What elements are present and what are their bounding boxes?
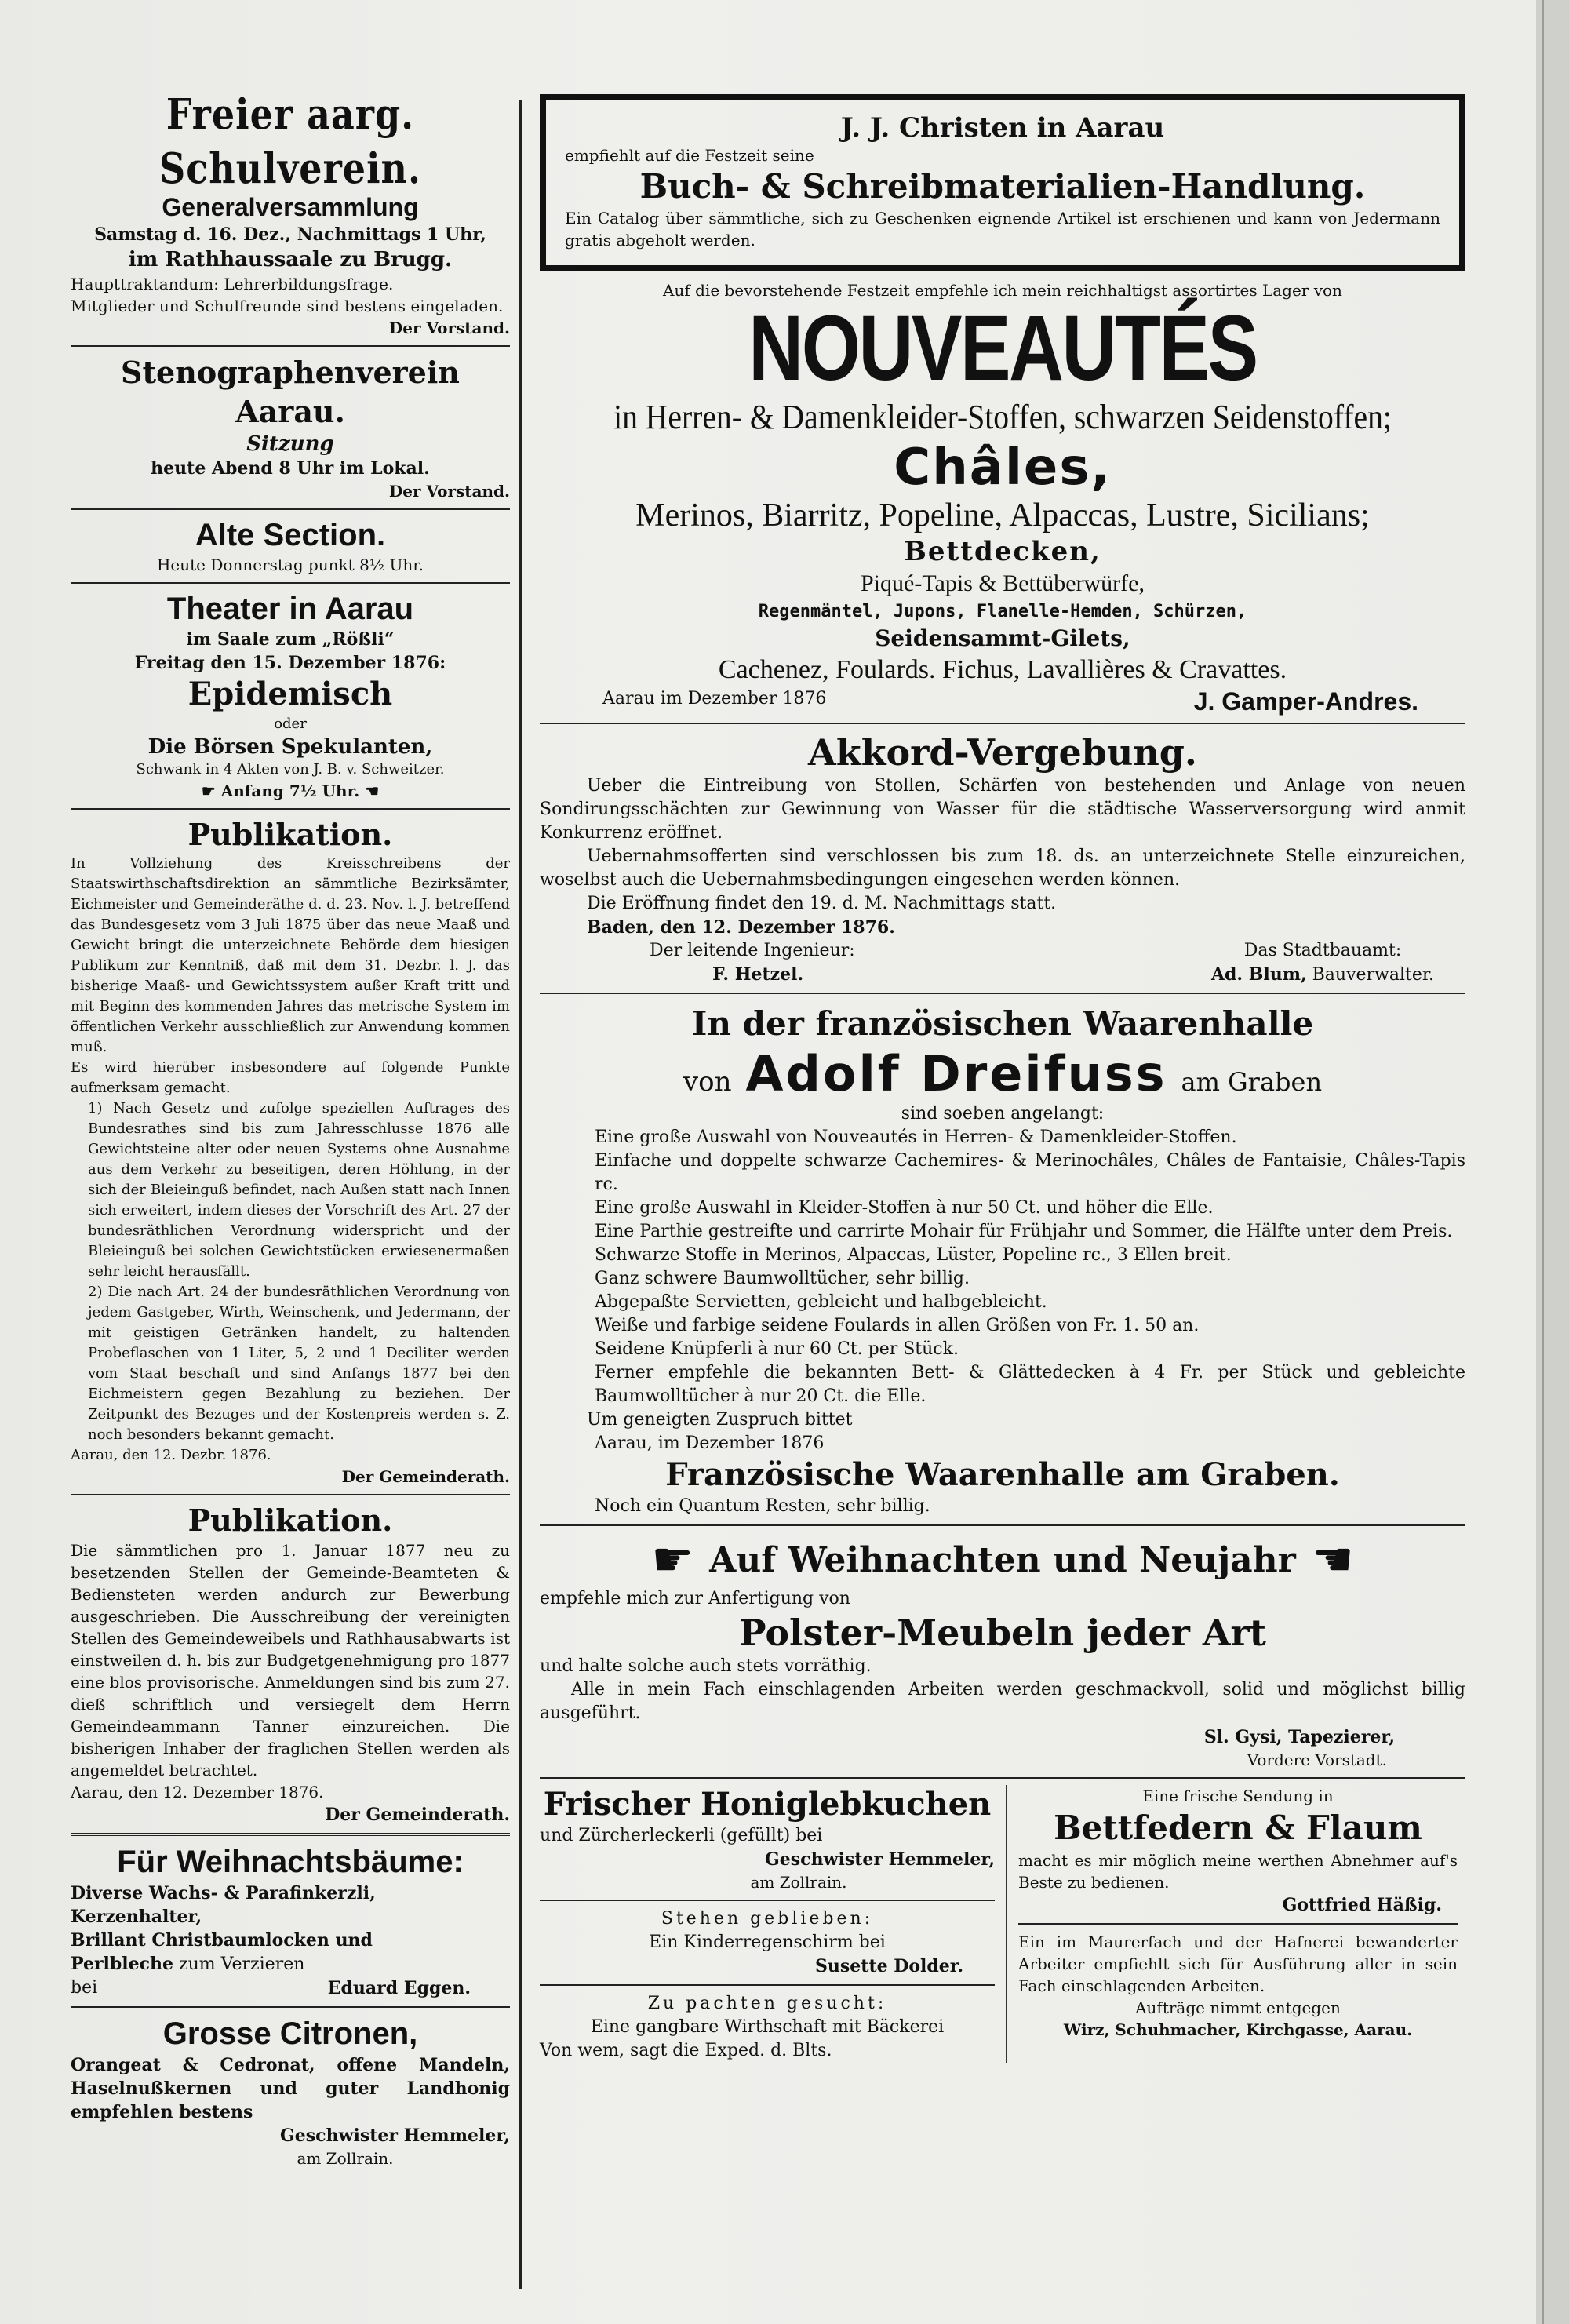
ad-list-item: 1) Nach Gesetz und zufolge speziellen Auftrages des Bundesrathes sind bis zum Jahresschlusse 1876 alle Gewichtsteine alter oder neuen Systems ohne Ausnahme aus dem Verkehr zu beseitigen, deren Höhlung, in der sich der Bleieinguß befindet, nach Außen statt nach Innen sich erweitert, indem dieses der Vorschrift des Art. 27 der bundesräthlichen Verordnung widerspricht und der Bleieinguß bei solchen Gewichtstücken erwiesenermaßen sehr leicht herausfällt. bbox=[88, 1100, 510, 1280]
ad-headline bbox=[540, 1045, 1465, 1102]
ad-maurer bbox=[1018, 1931, 1458, 2041]
ad-title: Freier aarg. Schulverein. bbox=[158, 89, 422, 193]
list-item: Seidene Knüpferli à nur 60 Ct. per Stück. bbox=[595, 1339, 959, 1359]
start-time: Anfang 7½ Uhr. bbox=[220, 781, 360, 800]
ad-item: Perlbleche bbox=[71, 1954, 174, 1974]
divider bbox=[540, 993, 1465, 996]
list-item: Eine große Auswahl von Nouveautés in Herren- & Damenkleider-Stoffen. bbox=[595, 1127, 1237, 1147]
ad-gysi bbox=[540, 1532, 1465, 1771]
ad-body: Alle in mein Fach einschlagenden Arbeiten werden geschmackvoll, solid und möglichst billig ausgeführt. bbox=[540, 1680, 1465, 1723]
divider bbox=[540, 1777, 1465, 1779]
left-column bbox=[71, 89, 510, 2169]
list-item: Abgepaßte Servietten, gebleicht und halbgebleicht. bbox=[595, 1292, 1047, 1312]
ad-theater bbox=[71, 590, 510, 802]
ad-body: Ein Catalog über sämmtliche, sich zu Geschenken eignende Artikel ist erschienen und kann von Jedermann gratis abgeholt werden. bbox=[565, 209, 1440, 250]
ad-line: Seidensammt-Gilets, bbox=[875, 625, 1130, 651]
ad-title: J. J. Christen in Aarau bbox=[840, 112, 1165, 144]
list-item: Eine große Auswahl in Kleider-Stoffen à nur 50 Ct. und höher die Elle. bbox=[595, 1198, 1214, 1218]
ad-body: Ein im Maurerfach und der Hafnerei bewanderter Arbeiter empfiehlt sich für Ausführung aller in sein Fach einschlagenden Arbeiten. bbox=[1018, 1932, 1458, 1995]
pointing-hand-right-icon: ☛ bbox=[201, 781, 216, 800]
ad-line: sind soeben angelangt: bbox=[901, 1104, 1105, 1124]
right-column bbox=[540, 94, 1465, 2063]
ad-signature: Der Vorstand. bbox=[388, 482, 510, 501]
list-item: Ganz schwere Baumwolltücher, sehr billig. bbox=[595, 1269, 970, 1288]
ad-date: Aarau, den 12. Dezbr. 1876. bbox=[71, 1447, 271, 1463]
ad-date: Aarau im Dezember 1876 bbox=[602, 689, 827, 708]
ad-line: Schwank in 4 Akten von J. B. v. Schweitzer. bbox=[136, 761, 445, 778]
ad-headline: Buch- & Schreibmaterialien-Handlung. bbox=[639, 167, 1366, 206]
name: Ad. Blum, bbox=[1210, 964, 1307, 985]
divider bbox=[540, 1900, 995, 1901]
ad-line: Merinos, Biarritz, Popeline, Alpaccas, Lustre, Sicilians; bbox=[635, 497, 1370, 534]
ad-signature: Französische Waarenhalle am Graben. bbox=[665, 1456, 1340, 1493]
ad-christen bbox=[540, 94, 1465, 271]
ad-intro: Eine frische Sendung in bbox=[1142, 1787, 1334, 1805]
ad-citronen bbox=[71, 2014, 510, 2169]
ad-line: Ein Kinderregenschirm bei bbox=[649, 1932, 886, 1952]
title: Bauverwalter. bbox=[1312, 965, 1434, 985]
ad-signature: Eduard Eggen. bbox=[327, 1978, 471, 1998]
ad-line bbox=[71, 1976, 510, 2000]
ad-body: Es wird hierüber insbesondere auf folgende Punkte aufmerksam gemacht. bbox=[71, 1059, 510, 1096]
ad-line: Cachenez, Foulards. Fichus, Lavallières & Cravattes. bbox=[718, 655, 1287, 684]
ad-honig bbox=[540, 1785, 995, 1893]
ad-publikation-1 bbox=[71, 816, 510, 1488]
ad-signature: Geschwister Hemmeler, bbox=[765, 1849, 995, 1870]
ad-dreifuss bbox=[540, 1003, 1465, 1518]
pointing-hand-right-icon: ☛ bbox=[651, 1532, 694, 1587]
ad-signature: Susette Dolder. bbox=[815, 1956, 963, 1976]
ad-item-note: zum Verzieren bbox=[179, 1954, 305, 1974]
ad-title: Für Weihnachtsbäume: bbox=[117, 1845, 464, 1879]
ad-line: Diverse Wachs- & Parafinkerzli, bbox=[71, 1883, 376, 1903]
divider bbox=[71, 582, 510, 584]
name: F. Hetzel. bbox=[712, 964, 804, 985]
ad-body: Die Eröffnung findet den 19. d. M. Nachmittags statt. bbox=[587, 894, 1057, 913]
small-ads-left bbox=[540, 1785, 1006, 2063]
ad-subtitle: Generalversammlung bbox=[162, 193, 419, 221]
place: am Graben bbox=[1181, 1067, 1323, 1097]
small-ads-right bbox=[1006, 1785, 1458, 2063]
divider bbox=[71, 508, 510, 510]
ad-publikation-2 bbox=[71, 1502, 510, 1827]
signature-right bbox=[1211, 939, 1434, 987]
ad-line bbox=[71, 780, 510, 802]
ad-date: Baden, den 12. Dezember 1876. bbox=[587, 917, 895, 938]
divider bbox=[71, 1494, 510, 1495]
ad-steno bbox=[71, 353, 510, 502]
ad-line: oder bbox=[274, 716, 307, 732]
ad-headline: NOUVEAUTÉS bbox=[748, 297, 1257, 400]
ad-body: macht es mir möglich meine werthen Abnehmer auf's Beste zu bedienen. bbox=[1018, 1851, 1458, 1892]
ad-title: Alte Section. bbox=[195, 518, 386, 552]
ad-date: Aarau, den 12. Dezember 1876. bbox=[71, 1783, 324, 1801]
small-ads bbox=[540, 1785, 1465, 2063]
ad-title: In der französischen Waarenhalle bbox=[691, 1004, 1314, 1043]
ad-pachten bbox=[540, 1992, 995, 2063]
ad-signature: Wirz, Schuhmacher, Kirchgasse, Aarau. bbox=[1063, 2020, 1413, 2039]
list-item: Einfache und doppelte schwarze Cachemires- & Merinochâles, Châles de Fantaisie, Châles-Tapis rc. bbox=[595, 1151, 1465, 1194]
ad-title: Publikation. bbox=[187, 817, 393, 852]
list-item: Ferner empfehle die bekannten Bett- & Glättedecken à 4 Fr. per Stück und gebleichte Baumwolltücher à nur 20 Ct. die Elle. bbox=[595, 1363, 1465, 1406]
ad-schulverein bbox=[71, 89, 510, 339]
ad-signature: J. Gamper-Andres. bbox=[1193, 687, 1418, 716]
ad-line bbox=[71, 1952, 510, 1976]
divider bbox=[71, 345, 510, 347]
ad-body: Die sämmtlichen pro 1. Januar 1877 neu zu besetzenden Stellen der Gemeinde-Beamteten & Bediensteten werden andurch zur Bewerbung ausgeschrieben. Die Ausschreibung der vereinigten Stellen des Gemeindeweibels und Rathhausabwarts ist einstweilen d. h. bis zur Budgetgenehmigung pro 1877 eine blos provisorische. Anmeldungen sind bis zum 27. dieß schriftlich und versiegelt dem Herrn Gemeindeammann Tanner einzureichen. Die bisherigen Inhaber der fraglichen Stellen werden als angemeldet betrachtet. bbox=[71, 1541, 510, 1779]
pointing-hand-left-icon: ☚ bbox=[1311, 1532, 1354, 1587]
ad-title: Zu pachten gesucht: bbox=[647, 1994, 887, 2013]
play-title: Epidemisch bbox=[187, 676, 393, 712]
ad-body: In Vollziehung des Kreisschreibens der Staatswirthschaftsdirektion an sämmtliche Bezirksämter, Eichmeister und Gemeinderäthe d. d. 23. Nov. l. J. betreffend das Bundesgesetz vom 3 Juli 1875 über das neue Maaß und Gewicht bringt die unterzeichnete Behörde dem hiesigen Publikum zur Kenntniß, daß mit dem 31. Dezbr. l. J. das bisherige Maaß- und Gewichtssystem außer Kraft tritt und mit Beginn des kommenden Jahres das metrische System im öffentlichen Verkehr ausschließlich zur Anwendung kommen muß. bbox=[71, 855, 510, 1055]
ad-place: am Zollrain. bbox=[297, 2149, 394, 2168]
page-edge-line bbox=[1542, 0, 1544, 2324]
ad-bettdecken: Bettdecken, bbox=[904, 536, 1101, 567]
ad-date: Aarau, im Dezember 1876 bbox=[595, 1433, 825, 1453]
ad-line: Heute Donnerstag punkt 8½ Uhr. bbox=[156, 556, 424, 574]
ad-signature: Der Gemeinderath. bbox=[325, 1805, 510, 1825]
ad-line: Eine gangbare Wirthschaft mit Bäckerei bbox=[590, 2017, 945, 2037]
ad-place: Vordere Vorstadt. bbox=[1247, 1750, 1387, 1769]
ad-title: Stehen geblieben: bbox=[661, 1909, 874, 1929]
pointing-hand-left-icon: ☚ bbox=[365, 781, 380, 800]
ad-weihnachtsbaeume bbox=[71, 1842, 510, 2000]
ad-signature: Sl. Gysi, Tapezierer, bbox=[1203, 1727, 1395, 1747]
divider bbox=[540, 1984, 995, 1986]
ad-bei: bei bbox=[71, 1978, 98, 1998]
ad-title: Grosse Citronen, bbox=[162, 2016, 418, 2051]
ad-signature: Gottfried Häßig. bbox=[1282, 1895, 1442, 1915]
ad-body: Ueber die Eintreibung von Stollen, Schärfen von bestehenden und Anlage von neuen Sondirungsschächten zur Gewinnung von Wasser für die städtische Wasserversorgung wird anmit Konkurrenz eröffnet. bbox=[540, 776, 1465, 843]
ad-line: Brillant Christbaumlocken und bbox=[71, 1930, 373, 1951]
ad-line: im Saale zum „Rößli“ bbox=[186, 629, 395, 650]
ad-footer bbox=[540, 687, 1465, 716]
ad-note: Noch ein Quantum Resten, sehr billig. bbox=[595, 1496, 930, 1516]
list-item: Eine Parthie gestreifte und carrirte Mohair für Frühjahr und Sommer, die Hälfte unter dem Preis. bbox=[595, 1222, 1453, 1241]
ad-bettfedern bbox=[1018, 1785, 1458, 1917]
ad-body: Orangeat & Cedronat, offene Mandeln, Haselnußkernen und guter Landhonig empfehlen bestens bbox=[71, 2055, 510, 2122]
play-title: Die Börsen Spekulanten, bbox=[147, 735, 433, 759]
ad-title: Publikation. bbox=[187, 1503, 393, 1538]
ad-line: Aufträge nimmt entgegen bbox=[1135, 1998, 1341, 2017]
ad-line: Freitag den 15. Dezember 1876: bbox=[134, 653, 446, 673]
ad-subtitle: Sitzung bbox=[246, 432, 334, 456]
ad-line: Von wem, sagt die Exped. d. Blts. bbox=[540, 2041, 832, 2060]
ad-gamper bbox=[540, 279, 1465, 716]
role: Das Stadtbauamt: bbox=[1243, 941, 1402, 960]
ad-headline: Polster-Meubeln jeder Art bbox=[738, 1612, 1266, 1654]
divider bbox=[540, 1524, 1465, 1526]
ad-title: Bettfedern & Flaum bbox=[1054, 1809, 1422, 1847]
column-divider bbox=[519, 100, 522, 2289]
ad-title-row bbox=[540, 1532, 1465, 1587]
divider bbox=[540, 723, 1465, 724]
ad-line: Haupttraktandum: Lehrerbildungsfrage. bbox=[71, 275, 394, 293]
ad-line: empfiehlt auf die Festzeit seine bbox=[565, 146, 814, 165]
ad-line: Samstag d. 16. Dez., Nachmittags 1 Uhr, bbox=[94, 224, 486, 245]
merchant-name: Adolf Dreifuss bbox=[745, 1045, 1167, 1102]
ad-line: in Herren- & Damenkleider-Stoffen, schwarzen Seidenstoffen; bbox=[613, 398, 1392, 436]
ad-body: Uebernahmsofferten sind verschlossen bis zum 18. ds. an unterzeichnete Stelle einzureichen, woselbst auch die Uebernahmsbedingungen eingesehen werden können. bbox=[540, 847, 1465, 890]
ad-signature: Der Gemeinderath. bbox=[341, 1467, 510, 1486]
ad-line: empfehle mich zur Anfertigung von bbox=[540, 1589, 850, 1608]
ad-line: Regenmäntel, Jupons, Flanelle-Hemden, Schürzen, bbox=[758, 602, 1247, 621]
ad-line: und halte solche auch stets vorräthig. bbox=[540, 1656, 872, 1676]
divider bbox=[71, 2006, 510, 2008]
ad-signature: Der Vorstand. bbox=[388, 319, 510, 337]
divider bbox=[71, 1833, 510, 1836]
ad-title: Auf Weihnachten und Neujahr bbox=[709, 1539, 1296, 1580]
ad-intro: Auf die bevorstehende Festzeit empfehle ich mein reichhaltigst assortirtes Lager von bbox=[663, 281, 1342, 300]
ad-place: am Zollrain. bbox=[750, 1873, 847, 1892]
role: Der leitende Ingenieur: bbox=[650, 941, 855, 960]
list-item: Schwarze Stoffe in Merinos, Alpaccas, Lüster, Popeline rc., 3 Ellen breit. bbox=[595, 1245, 1232, 1265]
ad-line: Kerzenhalter, bbox=[71, 1907, 202, 1927]
ad-title: Theater in Aarau bbox=[166, 592, 414, 626]
ad-title: Akkord-Vergebung. bbox=[808, 731, 1197, 774]
ad-akkord bbox=[540, 730, 1465, 987]
ad-line: Piqué-Tapis & Bettüberwürfe, bbox=[861, 570, 1145, 596]
ad-line: Mitglieder und Schulfreunde sind bestens eingeladen. bbox=[71, 297, 504, 315]
ad-title: Frischer Honiglebkuchen bbox=[543, 1786, 992, 1823]
ad-list-item: 2) Die nach Art. 24 der bundesräthlichen Verordnung von jedem Gastgeber, Wirth, Weinschenk, und Jedermann, der mit geistigen Getränken handelt, zu haltenden Probeflaschen von 1 Liter, 5, 2 und 1 Deciliter werden vom Staat beschaft und sind Anfangs 1877 bei den Eichmeistern gegen Bezahlung zu beziehen. Der Zeitpunkt des Bezuges und der Kostenpreis werden s. Z. noch besonders bekannt gemacht. bbox=[88, 1284, 510, 1443]
list-item: Weiße und farbige seidene Foulards in allen Größen von Fr. 1. 50 an. bbox=[595, 1316, 1200, 1335]
ad-line: im Rathhaussaale zu Brugg. bbox=[128, 248, 453, 271]
ad-signatures bbox=[540, 939, 1465, 987]
divider bbox=[1018, 1923, 1458, 1925]
ad-alte-section bbox=[71, 516, 510, 576]
divider bbox=[71, 808, 510, 810]
ad-chales: Châles, bbox=[894, 439, 1112, 497]
ad-signature: Geschwister Hemmeler, bbox=[280, 2125, 510, 2146]
ad-stehen bbox=[540, 1907, 995, 1978]
ad-line: Um geneigten Zuspruch bittet bbox=[587, 1410, 853, 1430]
ad-title: Stenographenverein Aarau. bbox=[121, 355, 460, 429]
von: von bbox=[683, 1066, 732, 1098]
ad-line: und Zürcherleckerli (gefüllt) bei bbox=[540, 1826, 823, 1845]
item-list bbox=[540, 1126, 1465, 1408]
ad-line: heute Abend 8 Uhr im Lokal. bbox=[151, 458, 430, 479]
signature-left bbox=[650, 939, 855, 987]
